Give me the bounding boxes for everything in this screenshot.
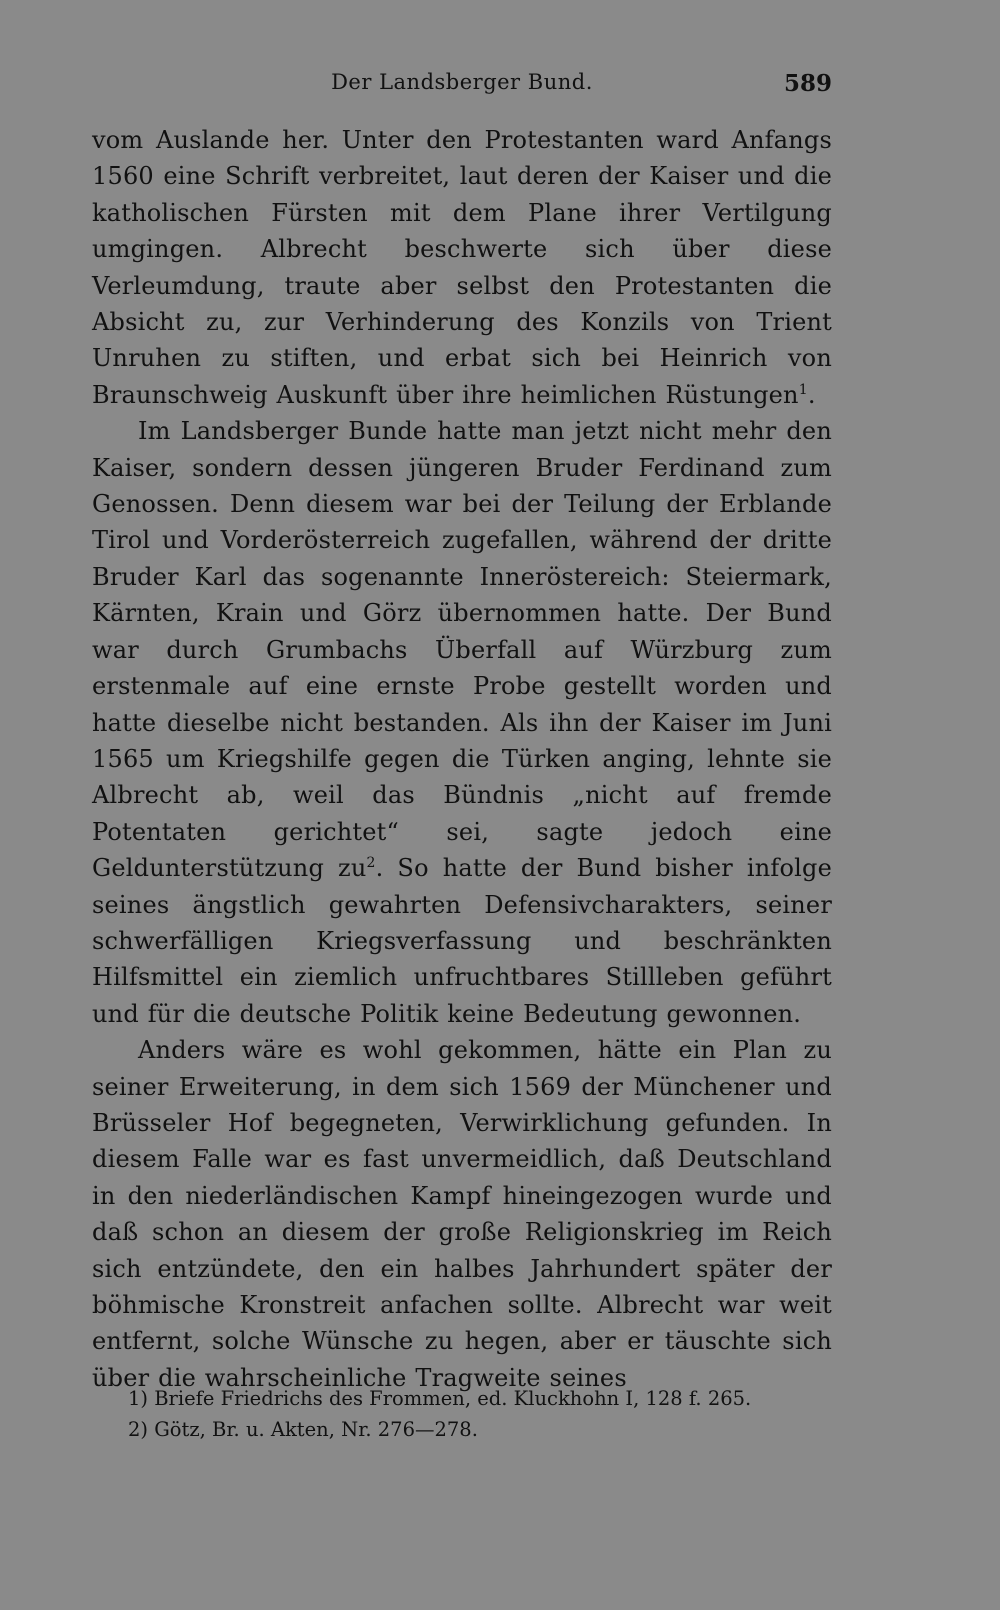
paragraph-3-text: Anders wäre es wohl gekommen, hätte ein Plan zu seiner Erweiterung, in dem sich 1569 der Münchener und Brüsseler Hof begegneten, Verwirklichung gefunden. In diesem Falle war es fast unvermeidlich, daß Deutschland in den niederländischen Kampf hineingezogen wurde und daß schon an diesem der große Religionskrieg im Reich sich entzündete, den ein halbes Jahrhundert später der böhmische Kronstreit anfachen sollte. Albrecht war weit entfernt, solche Wünsche zu hegen, aber er täuschte sich über die wahrscheinliche Tragweite seines xyxy=(92,1036,832,1392)
footnote-2: 2) Götz, Br. u. Akten, Nr. 276—278. xyxy=(128,1418,478,1441)
paragraph-1 xyxy=(92,122,832,413)
footnotes xyxy=(128,1383,832,1445)
footnote-ref-2: 2 xyxy=(366,855,376,872)
footnote-ref-1: 1 xyxy=(798,381,808,398)
running-head xyxy=(92,70,832,100)
body-text xyxy=(92,122,832,1396)
paragraph-2-tail: . So hatte der Bund bisher infolge seines ängstlich gewahrten Defensivcharakters, seiner schwerfälligen Kriegsverfassung und beschränkten Hilfsmittel ein ziemlich unfruchtbares Stillleben geführt und für die deutsche Politik keine Bedeutung gewonnen. xyxy=(92,854,832,1028)
paragraph-3 xyxy=(92,1032,832,1396)
paragraph-1-tail: . xyxy=(807,380,816,409)
page-number: 589 xyxy=(783,70,832,97)
footnote-1: 1) Briefe Friedrichs des Frommen, ed. Kluckhohn I, 128 f. 265. xyxy=(128,1387,752,1410)
paragraph-2-text: Im Landsberger Bunde hatte man jetzt nicht mehr den Kaiser, sondern dessen jüngeren Bruder Ferdinand zum Genossen. Denn diesem war bei der Teilung der Erblande Tirol und Vorderösterreich zugefallen, während der dritte Bruder Karl das sogenannte Inneröstereich: Steiermark, Kärnten, Krain und Görz übernommen hatte. Der Bund war durch Grumbachs Überfall auf Würzburg zum erstenmale auf eine ernste Probe gestellt worden und hatte dieselbe nicht bestanden. Als ihn der Kaiser im Juni 1565 um Kriegshilfe gegen die Türken anging, lehnte sie Albrecht ab, weil das Bündnis „nicht auf fremde Potentaten gerichtet“ sei, sagte jedoch eine Geldunterstützung zu xyxy=(92,417,832,883)
running-title: Der Landsberger Bund. xyxy=(331,70,593,94)
paragraph-1-text: vom Auslande her. Unter den Protestanten ward Anfangs 1560 eine Schrift verbreitet, laut deren der Kaiser und die katholischen Fürsten mit dem Plane ihrer Vertilgung umgingen. Albrecht beschwerte sich über diese Verleumdung, traute aber selbst den Protestanten die Absicht zu, zur Verhinderung des Konzils von Trient Unruhen zu stiften, und erbat sich bei Heinrich von Braunschweig Auskunft über ihre heimlichen Rüstungen xyxy=(92,126,832,409)
paragraph-2 xyxy=(92,413,832,1032)
